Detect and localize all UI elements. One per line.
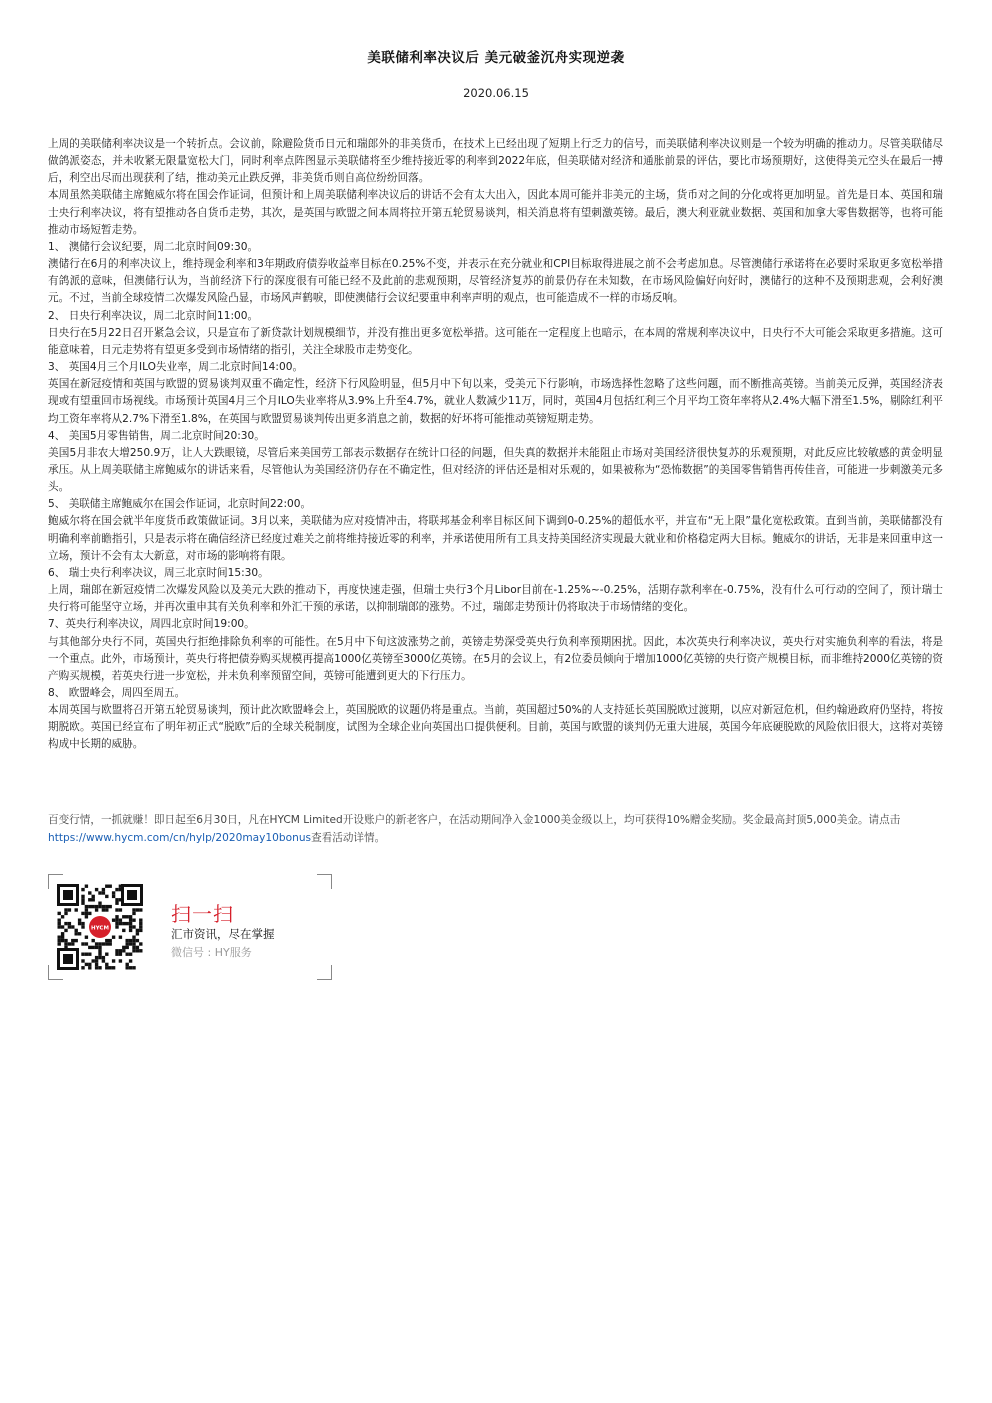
section-heading: 1、 澳储行会议纪要，周二北京时间09:30。 <box>48 240 259 253</box>
frame-corner <box>317 874 332 889</box>
document-title: 美联储利率决议后 美元破釜沉舟实现逆袭 <box>367 50 625 66</box>
paragraph: 澳储行在6月的利率决议上，维持现金利率和3年期政府债券收益率目标在0.25%不变，并表示在充分就业和CPI目标取得进展之前不会考虑加息。尽管澳储行承诺将在必要时采取更多宽松举措有鸽派的意味，但澳储行认为，当前经济下行的深度很有可能已经不及此前的悲观预期，尽管经济复苏的前景仍存在未知数，在市场风险偏好向好时，澳储行的这种不及预期悲观，会利好澳元。不过，当前全球疫情二次爆发风险凸显，市场风声鹤唳，即使澳储行会议纪要重申利率声明的观点，也可能造成不一样的市场反响。 <box>48 258 943 305</box>
scan-title: 扫一扫 <box>171 902 234 926</box>
paragraph: 英国在新冠疫情和英国与欧盟的贸易谈判双重不确定性，经济下行风险明显，但5月中下旬以来，受美元下行影响，市场选择性忽略了这些问题，而不断推高英镑。当前美元反弹，英国经济表现或有望重回市场视线。市场预计英国4月三个月ILO失业率将从3.9%上升至4.7%，就业人数减少11万，同时，英国4月包括红利三个月平均工资年率将从2.4%大幅下滑至1.5%，剔除红利平均工资年率将从2.7%下滑至1.8%，在英国与欧盟贸易谈判传出更多消息之前，数据的好坏将可能推动英镑短期走势。 <box>48 378 943 425</box>
paragraph: 本周虽然美联储主席鲍威尔将在国会作证词，但预计和上周美联储利率决议后的讲话不会有太大出入，因此本周可能并非美元的主场，货币对之间的分化或将更加明显。首先是日本、英国和瑞士央行利率决议，将有望推动各自货币走势，其次，是英国与欧盟之间本周将拉开第五轮贸易谈判，相关消息将有望刺激英镑。最后，澳大利亚就业数据、英国和加拿大零售数据等，也将可能推动市场短暂走势。 <box>48 189 943 236</box>
promo-text-end: 查看活动详情。 <box>311 831 386 844</box>
section-heading: 8、 欧盟峰会，周四至周五。 <box>48 687 186 699</box>
promo-link[interactable]: https://www.hycm.com/cn/hylp/2020may10bonus <box>48 831 312 844</box>
section-heading: 6、 瑞士央行利率决议，周三北京时间15:30。 <box>48 566 269 579</box>
paragraph: 上周的美联储利率决议是一个转折点。会议前，除避险货币日元和瑞郎外的非美货币，在技术上已经出现了短期上行乏力的信号，而美联储利率决议则是一个较为明确的推动力。尽管美联储尽做鸽派姿态，并未收紧无限量宽松大门，同时利率点阵图显示美联储将至少维持接近零的利率到2022年底，但美联储对经济和通胀前景的评估，要比市场预期好，这使得美元空头在最后一搏后，利空出尽而出现获利了结，推动美元止跌反弹，非美货币则自高位纷纷回落。 <box>48 138 943 185</box>
paragraph: 本周英国与欧盟将召开第五轮贸易谈判，预计此次欧盟峰会上，英国脱欧的议题仍将是重点。当前，英国超过50%的人支持延长英国脱欧过渡期，以应对新冠危机，但约翰逊政府仍坚持，将按期脱欧。英国已经宣布了明年初正式“脱欧”后的全球关税制度，试图为全球企业向英国出口提供便利。目前，英国与欧盟的谈判仍无重大进展，英国今年底硬脱欧的风险依旧很大，这将对英镑构成中长期的威胁。 <box>48 704 943 751</box>
paragraph: 与其他部分央行不同，英国央行拒绝排除负利率的可能性。在5月中下旬这波涨势之前，英镑走势深受英央行负利率预期困扰。因此，本次英央行利率决议，英央行对实施负利率的看法，将是一个重点。此外，市场预计，英央行将把债券购买规模再提高1000亿英镑至3000亿英镑。在5月的会议上，有2位委员倾向于增加1000亿英镑的央行资产规模目标，而非维持2000亿英镑的资产购买规模，若英央行进一步宽松，并未负利率预留空间，英镑可能遭到更大的下行压力。 <box>48 635 943 682</box>
article-body <box>48 136 943 754</box>
document-date: 2020.06.15 <box>463 86 529 100</box>
paragraph: 上周，瑞郎在新冠疫情二次爆发风险以及美元大跌的推动下，再度快速走强，但瑞士央行3个月Libor目前在-1.25%~-0.25%，活期存款利率在-0.75%，没有什么可行动的空间了，预计瑞士央行将可能坚守立场，并再次重申其有关负利率和外汇干预的承诺，以抑制瑞郎的涨势。不过，瑞郎走势预计仍将取决于市场情绪的变化。 <box>48 584 943 614</box>
qr-code-icon[interactable] <box>56 883 144 971</box>
section-heading: 3、 英国4月三个月ILO失业率，周二北京时间14:00。 <box>48 361 304 374</box>
section-heading: 5、 美联储主席鲍威尔在国会作证词，北京时间22:00。 <box>48 498 312 511</box>
paragraph: 鲍威尔将在国会就半年度货币政策做证词。3月以来，美联储为应对疫情冲击，将联邦基金利率目标区间下调到0-0.25%的超低水平，并宣布“无上限”量化宽松政策。直到当前，美联储都没有明确利率前瞻指引，只是表示将在确信经济已经度过难关之前将维持接近零的利率，并承诺使用所有工具支持美国经济实现最大就业和价格稳定两大目标。鲍威尔的讲话，无非是来回重申这一立场，预计不会有太大新意，对市场的影响将有限。 <box>48 515 943 562</box>
section-heading: 7、英央行利率决议，周四北京时间19:00。 <box>48 618 255 631</box>
section-heading: 4、 美国5月零售销售，周二北京时间20:30。 <box>48 429 265 442</box>
promo-note <box>48 812 943 847</box>
qr-logo-text: HYCM <box>91 925 109 932</box>
qr-card <box>48 874 332 980</box>
paragraph: 美国5月非农大增250.9万，让人大跌眼镜，尽管后来美国劳工部表示数据存在统计口径的问题，但失真的数据并未能阻止市场对美国经济很快复苏的乐观预期，对此反应比较敏感的黄金明显承压。从上周美联储主席鲍威尔的讲话来看，尽管他认为美国经济仍存在不确定性，但对经济的评估还是相对乐观的，如果被称为“恐怖数据”的美国零售销售再传佳音，可能进一步刺激美元多头。 <box>48 446 943 494</box>
scan-subtitle: 汇市资讯，尽在掌握 <box>171 927 275 941</box>
paragraph: 日央行在5月22日召开紧急会议，只是宣布了新贷款计划规模细节，并没有推出更多宽松举措。这可能在一定程度上也暗示，在本周的常规利率决议中，日央行不大可能会采取更多措施。这可能意味着，日元走势将有望更多受到市场情绪的指引，关注全球股市走势变化。 <box>48 326 943 356</box>
wechat-id: 微信号 : HY服务 <box>171 946 252 959</box>
frame-corner <box>317 965 332 980</box>
promo-text: 百变行情，一抓就赚！即日起至6月30日，凡在HYCM Limited开设账户的新老客户，在活动期间净入金1000美金级以上，均可获得10%赠金奖励。奖金最高封顶5,000美金。请点击 <box>48 814 901 826</box>
section-heading: 2、 日央行利率决议，周二北京时间11:00。 <box>48 309 259 322</box>
